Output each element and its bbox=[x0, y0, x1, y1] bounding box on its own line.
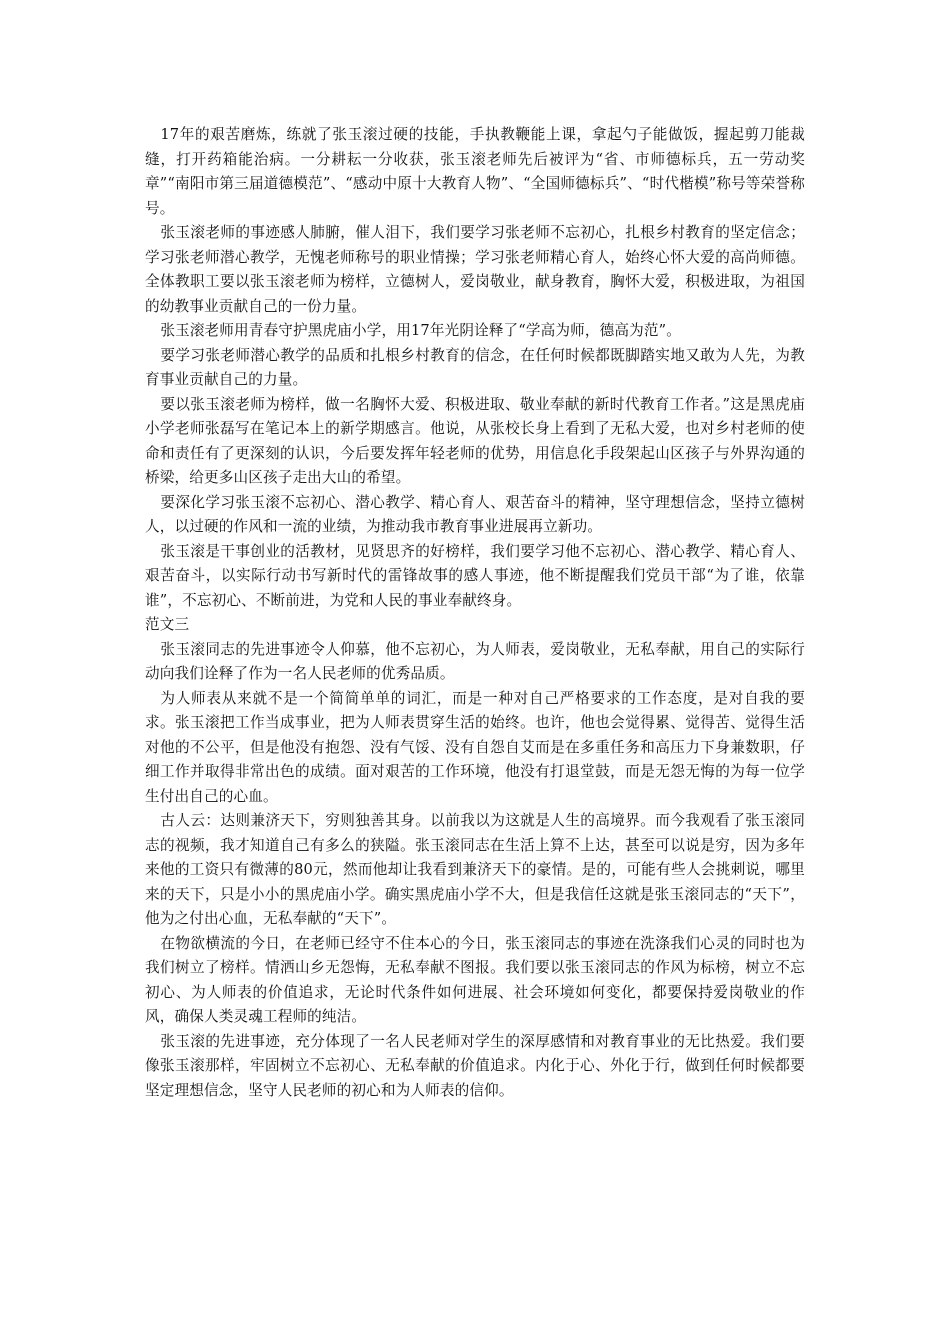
paragraph-1: 17年的艰苦磨炼，练就了张玉滚过硬的技能，手执教鞭能上课，拿起勺子能做饭，握起剪刀能裁缝，打开药箱能治病。一分耕耘一分收获，张玉滚老师先后被评为“省、市师德标兵，五一劳动奖章”“南阳市第三届道德模范”、“感动中原十大教育人物”、“全国师德标兵”、“时代楷模”称号等荣誉称号。 bbox=[145, 126, 805, 217]
section-heading: 范文三 bbox=[145, 616, 190, 633]
paragraph-11: 在物欲横流的今日，在老师已经守不住本心的今日，张玉滚同志的事迹在洗涤我们心灵的同时也为我们树立了榜样。情洒山乡无怨悔，无私奉献不图报。我们要以张玉滚同志的作风为标榜，树立不忘初心、为人师表的价值追求，无论时代条件如何进展、社会环境如何变化，都要保持爱岗敬业的作风，确保人类灵魂工程师的纯洁。 bbox=[145, 934, 805, 1025]
document-body bbox=[145, 123, 805, 1103]
paragraph-12: 张玉滚的先进事迹，充分体现了一名人民老师对学生的深厚感情和对教育事业的无比热爱。我们要像张玉滚那样，牢固树立不忘初心、无私奉献的价值追求。内化于心、外化于行，做到任何时候都要坚定理想信念，坚守人民老师的初心和为人师表的信仰。 bbox=[145, 1032, 805, 1099]
paragraph-4: 要学习张老师潜心教学的品质和扎根乡村教育的信念，在任何时候都既脚踏实地又敢为人先，为教育事业贡献自己的力量。 bbox=[145, 346, 805, 388]
paragraph-10: 古人云：达则兼济天下，穷则独善其身。以前我以为这就是人生的高境界。而今我观看了张玉滚同志的视频，我才知道自己有多么的狭隘。张玉滚同志在生活上算不上达，甚至可以说是穷，因为多年来他的工资只有微薄的80元，然而他却让我看到兼济天下的豪情。是的，可能有些人会挑刺说，哪里来的天下，只是小小的黑虎庙小学。确实黑虎庙小学不大，但是我信任这就是张玉滚同志的“天下”，他为之付出心血，无私奉献的“天下”。 bbox=[145, 812, 805, 927]
paragraph-6: 要深化学习张玉滚不忘初心、潜心教学、精心育人、艰苦奋斗的精神，坚守理想信念，坚持立德树人，以过硬的作风和一流的业绩，为推动我市教育事业进展再立新功。 bbox=[145, 493, 805, 535]
paragraph-5: 要以张玉滚老师为榜样，做一名胸怀大爱、积极进取、敬业奉献的新时代教育工作者。”这是黑虎庙小学老师张磊写在笔记本上的新学期感言。他说，从张校长身上看到了无私大爱，也对乡村老师的使命和责任有了更深刻的认识，今后要发挥年轻老师的优势，用信息化手段架起山区孩子与外界沟通的桥梁，给更多山区孩子走出大山的希望。 bbox=[145, 395, 805, 486]
paragraph-8: 张玉滚同志的先进事迹令人仰慕，他不忘初心，为人师表，爱岗敬业，无私奉献，用自己的实际行动向我们诠释了作为一名人民老师的优秀品质。 bbox=[145, 640, 805, 682]
paragraph-9: 为人师表从来就不是一个简简单单的词汇，而是一种对自己严格要求的工作态度，是对自我的要求。张玉滚把工作当成事业，把为人师表贯穿生活的始终。也许，他也会觉得累、觉得苦、觉得生活对他的不公平，但是他没有抱怨、没有气馁、没有自怨自艾而是在多重任务和高压力下身兼数职，仔细工作并取得非常出色的成绩。面对艰苦的工作环境，他没有打退堂鼓，而是无怨无悔的为每一位学生付出自己的心血。 bbox=[145, 689, 805, 805]
paragraph-3: 张玉滚老师用青春守护黑虎庙小学，用17年光阴诠释了“学高为师，德高为范”。 bbox=[160, 322, 681, 339]
paragraph-2: 张玉滚老师的事迹感人肺腑，催人泪下，我们要学习张老师不忘初心，扎根乡村教育的坚定信念；学习张老师潜心教学，无愧老师称号的职业情操；学习张老师精心育人，始终心怀大爱的高尚师德。全体教职工要以张玉滚老师为榜样，立德树人，爱岗敬业，献身教育，胸怀大爱，积极进取，为祖国的幼教事业贡献自己的一份力量。 bbox=[145, 224, 805, 315]
paragraph-7: 张玉滚是干事创业的活教材，见贤思齐的好榜样，我们要学习他不忘初心、潜心教学、精心育人、艰苦奋斗，以实际行动书写新时代的雷锋故事的感人事迹，他不断提醒我们党员干部“为了谁，依靠谁”，不忘初心、不断前进，为党和人民的事业奉献终身。 bbox=[145, 542, 805, 609]
